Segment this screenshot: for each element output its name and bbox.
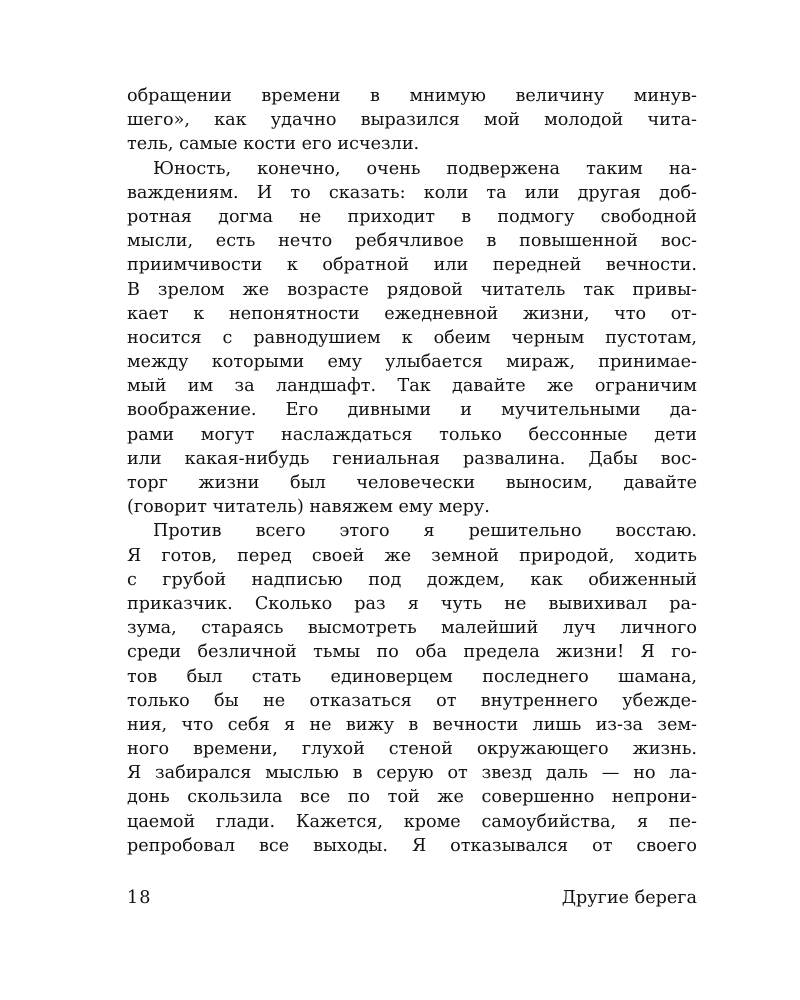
text-line: Я забирался мыслью в серую от звезд даль — но ла- — [127, 763, 697, 784]
page-footer — [127, 888, 697, 912]
text-line: Я готов, перед своей же земной природой, ходить — [127, 545, 697, 566]
text-line: цаемой глади. Кажется, кроме самоубийства, я пе- — [127, 811, 697, 832]
text-line: тов был стать единоверцем последнего шамана, — [127, 666, 697, 687]
text-line: воображение. Его дивными и мучительными да- — [127, 400, 697, 421]
text-line: Против всего этого я решительно восстаю. — [153, 521, 697, 542]
text-line: или какая-нибудь гениальная развалина. Дабы вос- — [127, 448, 697, 469]
text-line: мысли, есть нечто ребячливое в повышенной вос- — [127, 231, 697, 252]
text-line: обращении времени в мнимую величину минув- — [127, 86, 697, 106]
text-line: (говорит читатель) навяжем ему меру. — [127, 497, 490, 518]
text-line: важдениям. И то сказать: коли та или другая доб- — [127, 182, 697, 203]
text-line: ния, что себя я не вижу в вечности лишь из-за зем- — [127, 714, 697, 735]
text-line: Юность, конечно, очень подвержена таким на- — [153, 158, 697, 179]
text-line: приимчивости к обратной или передней вечности. — [127, 255, 697, 276]
text-line: ротная догма не приходит в подмогу свободной — [127, 206, 697, 227]
text-line: среди безличной тьмы по оба предела жизни! Я го- — [127, 642, 697, 663]
text-line: между которыми ему улыбается мираж, принимае- — [127, 352, 697, 373]
page-number: 18 — [127, 888, 152, 908]
text-line: мый им за ландшафт. Так давайте же ограничим — [127, 376, 697, 397]
text-line: рами могут наслаждаться только бессонные дети — [127, 424, 697, 445]
text-line: ного времени, глухой стеной окружающего жизнь. — [127, 739, 697, 760]
text-line: репробовал все выходы. Я отказывался от своего — [127, 835, 697, 856]
text-line: приказчик. Сколько раз я чуть не вывихивал ра- — [127, 593, 697, 614]
text-line: торг жизни был человечески выносим, давайте — [127, 473, 697, 493]
text-line: донь скользила все по той же совершенно непрони- — [127, 787, 697, 808]
text-line: В зрелом же возрасте рядовой читатель так привы- — [127, 279, 697, 300]
running-title: Другие берега — [561, 888, 697, 908]
text-line: зума, стараясь высмотреть малейший луч личного — [127, 618, 697, 639]
body-text — [127, 84, 697, 858]
text-line: шего», как удачно выразился мой молодой чита- — [127, 110, 697, 131]
text-line: носится с равнодушием к обеим черным пустотам, — [127, 327, 697, 348]
text-line: кает к непонятности ежедневной жизни, что от- — [127, 303, 697, 324]
text-line: только бы не отказаться от внутреннего убежде- — [127, 690, 697, 711]
text-line: с грубой надписью под дождем, как обиженный — [127, 569, 697, 590]
text-line: тель, самые кости его исчезли. — [127, 134, 420, 155]
